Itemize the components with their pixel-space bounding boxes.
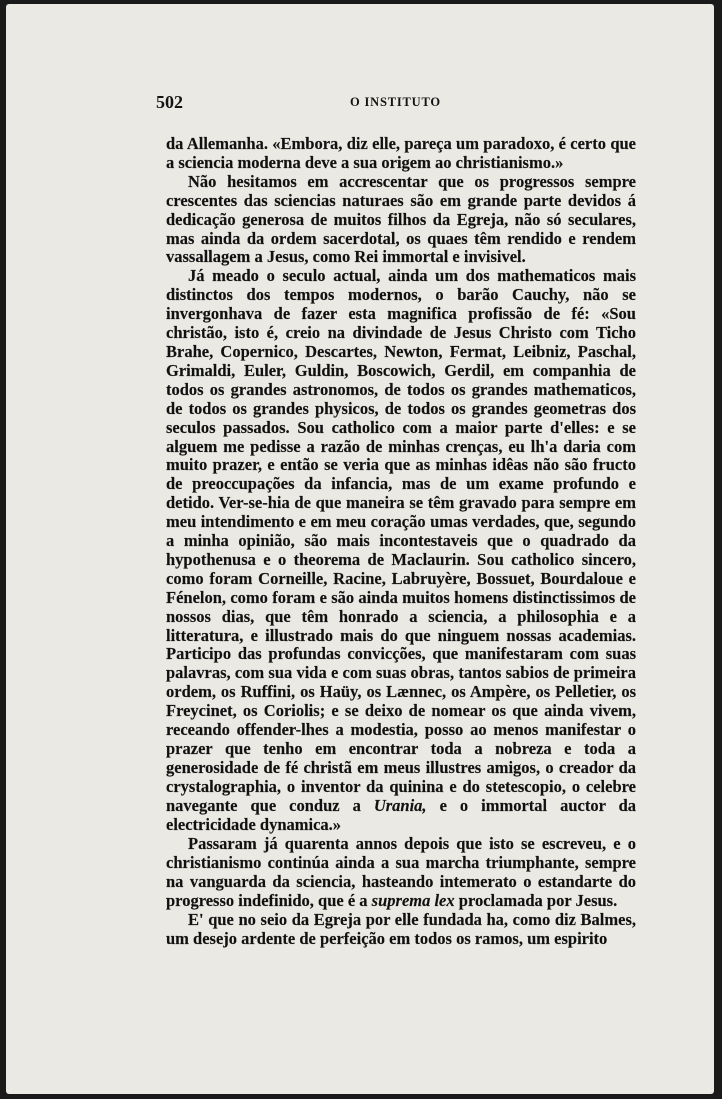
paragraph-4 xyxy=(166,835,636,911)
paragraph-2: Não hesitamos em accrescentar que os progressos sempre crescentes das sciencias naturaes são em grande parte devidos á dedicação generosa de muitos filhos da Egreja, não só seculares, mas ainda da ordem sacerdotal, os quaes têm rendido e rendem vassallagem a Jesus, como Rei immortal e invisivel. xyxy=(166,171,636,267)
paragraph-3 xyxy=(166,267,636,834)
paragraph-4-italic: suprema lex xyxy=(371,890,455,910)
running-title: O INSTITUTO xyxy=(350,95,441,109)
paragraph-3-italic: Urania, xyxy=(373,795,427,815)
paragraph-5: E' que no seio da Egreja por elle fundada ha, como diz Balmes, um desejo ardente de perfeição em todos os ramos, um espirito xyxy=(166,909,636,948)
book-page xyxy=(6,4,714,1094)
text-block-upper xyxy=(166,135,636,835)
page-number: 502 xyxy=(156,92,183,112)
paragraph-1: da Allemanha. «Embora, diz elle, pareça um paradoxo, é certo que a sciencia moderna deve a sua origem ao christianismo.» xyxy=(166,134,636,172)
page-header xyxy=(156,92,638,116)
paragraph-3-end: e o immortal auctor da electricidade dynamica.» xyxy=(166,795,637,834)
text-block-lower xyxy=(166,835,636,948)
paragraph-4-end: proclamada por Jesus. xyxy=(458,890,618,910)
paragraph-3-text: Já meado o seculo actual, ainda um dos mathematicos mais distinctos dos tempos modernos, o barão Cauchy, não se invergonhava de fazer esta magnifica profissão de fé: «Sou christão, isto é, creio na divindade de Jesus Christo com Ticho Brahe, Copernico, Descartes, Newton, Fermat, Leibniz, Paschal, Grimaldi, Euler, Guldin, Boscowich, Gerdil, em companhia de todos os grandes astronomos, de todos os grandes mathematicos, de todos os grandes physicos, de todos os grandes geometras dos seculos passados. Sou catholico com a maior parte d'elles: e se alguem me pedisse a razão de minhas crenças, eu lh'a daria com muito prazer, e então se veria que as minhas idêas não são fructo de preoccupações da infancia, mas de um exame profundo e detido. Ver-se-hia de que maneira se têm gravado para sempre em meu intendimento e em meu coração umas verdades, que, segundo a minha opinião, são mais incontestaveis que o quadrado da hypothenusa e o theorema de Maclaurin. Sou catholico sincero, como foram Corneille, Racine, Labruyère, Bossuet, Bourdaloue e Fénelon, como foram e são ainda muitos homens distinctissimos de nossos dias, que têm honrado a sciencia, a philosophia e a litteratura, e illustrado mais do que ninguem nossas academias. Participo das profundas convicções, que manifestaram com suas palavras, com sua vida e com suas obras, tantos sabios de primeira ordem, os Ruffini, os Haüy, os Lænnec, os Ampère, os Pelletier, os Freycinet, os Coriolis; e se deixo de nomear os que ainda vivem, receando offender-lhes a modestia, posso ao menos manifestar o prazer que tenho em encontrar toda a nobreza e toda a generosidade de fé christã em meus illustres amigos, o creador da crystalographia, o inventor da quinina e do stetescopio, o celebre navegante que conduz a xyxy=(166,266,636,815)
paragraph-4-text: Passaram já quarenta annos depois que isto se escreveu, e o christianismo continúa ainda a sua marcha triumphante, sempre na vanguarda da sciencia, hasteando intemerato o estandarte do progresso indefinido, que é a xyxy=(166,834,636,910)
